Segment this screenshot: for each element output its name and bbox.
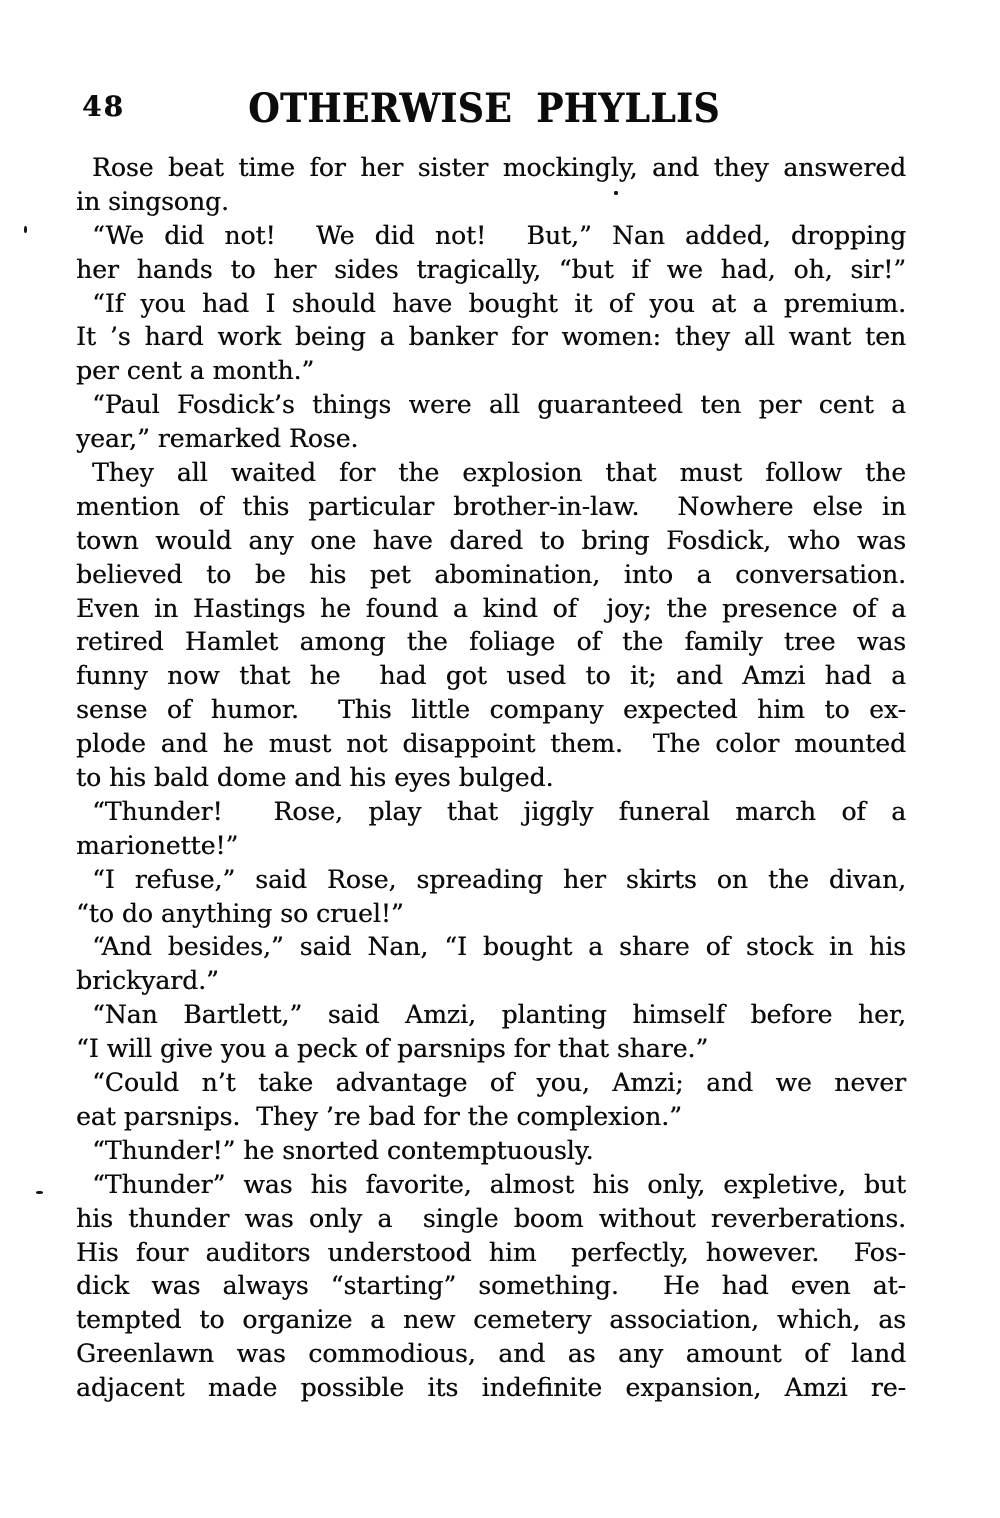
text-line: brickyard.” [76,966,219,996]
text-line: “And besides,” said Nan, “I bought a share of stock in his [92,932,906,962]
text-line: “Paul Fosdick’s things were all guaranteed ten per cent a [92,390,906,420]
text-line: “Thunder” was his favorite, almost his only, expletive, but [92,1169,906,1199]
running-header-title: OTHERWISE PHYLLIS [248,84,720,132]
text-line: Greenlawn was commodious, and as any amount of land [76,1339,906,1369]
speck-dot [614,191,618,195]
page-body-text [76,151,906,1405]
text-line: per cent a month.” [76,356,315,386]
page-header [76,84,906,132]
text-line: believed to be his pet abomination, into a conversation. [76,559,906,589]
text-line: plode and he must not disappoint them. The color mounted [76,729,906,759]
text-line: His four auditors understood him perfectly, however. Fos- [76,1237,906,1267]
text-line: adjacent made possible its indefinite expansion, Amzi re- [76,1373,906,1403]
page-number: 48 [82,90,125,123]
text-line: Rose beat time for her sister mockingly, and they answered [92,153,906,182]
text-line: “I will give you a peck of parsnips for that share.” [76,1034,709,1064]
text-line: mention of this particular brother-in-law. Nowhere else in [76,491,906,521]
text-line: “Could n’t take advantage of you, Amzi; and we never [92,1068,906,1098]
text-line: to his bald dome and his eyes bulged. [76,763,554,793]
text-line: Even in Hastings he found a kind of joy; the presence of a [76,593,906,623]
text-line: retired Hamlet among the foliage of the family tree was [76,627,906,657]
text-line: “Thunder!” he snorted contemptuously. [92,1135,594,1165]
text-line: funny now that he had got used to it; and Amzi had a [76,661,906,691]
text-line: “I refuse,” said Rose, spreading her skirts on the divan, [92,864,906,894]
text-line: “Thunder! Rose, play that jiggly funeral march of a [92,796,906,826]
text-line: year,” remarked Rose. [76,424,359,454]
text-line: tempted to organize a new cemetery association, which, as [76,1305,906,1335]
text-line: It ’s hard work being a banker for women: they all want ten [76,322,906,352]
text-line: her hands to her sides tragically, “but if we had, oh, sir!” [76,254,906,284]
text-line: “to do anything so cruel!” [76,898,404,928]
speck-dash [36,1191,43,1194]
text-line: town would any one have dared to bring Fosdick, who was [76,525,906,555]
text-line: “If you had I should have bought it of you at a premium. [92,288,906,318]
text-line: sense of humor. This little company expected him to ex- [76,695,906,725]
text-line: eat parsnips. They ’re bad for the complexion.” [76,1101,682,1131]
text-line: dick was always “starting” something. He had even at- [76,1271,906,1301]
text-line: They all waited for the explosion that must follow the [92,458,906,488]
text-line: in singsong. [76,186,229,216]
text-line: his thunder was only a single boom without reverberations. [76,1203,906,1233]
text-line: “We did not! We did not! But,” Nan added, dropping [92,220,906,250]
text-line: “Nan Bartlett,” said Amzi, planting himself before her, [92,1000,906,1030]
speck-tick [24,226,27,233]
text-line: marionette!” [76,830,239,860]
